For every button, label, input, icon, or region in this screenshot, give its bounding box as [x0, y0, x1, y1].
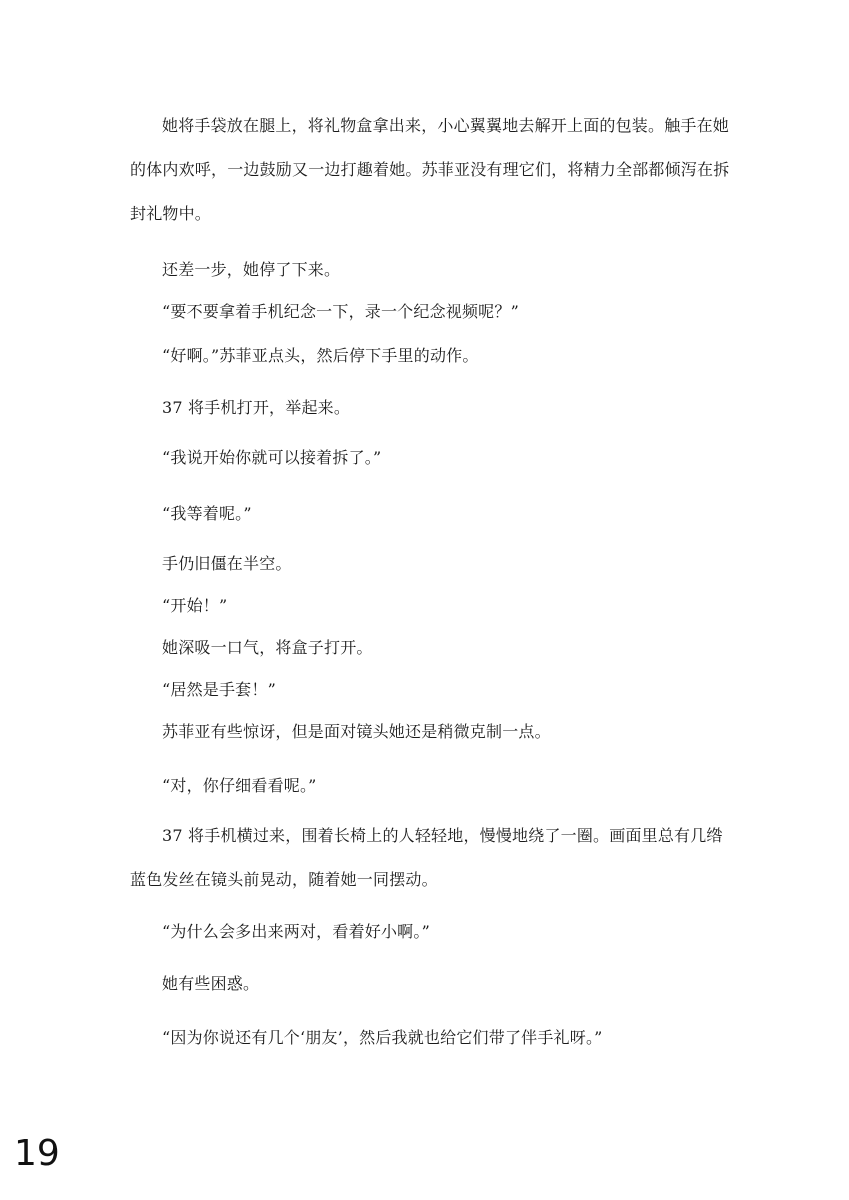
- paragraph-10: 她深吸一口气，将盒子打开。: [162, 638, 373, 657]
- paragraph-opening: 她将手袋放在腿上，将礼物盒拿出来，小心翼翼地去解开上面的包装。触手在她的体内欢呼，一边鼓励又一边打趣着她。苏菲亚没有理它们，将精力全部都倾泻在拆封礼物中。: [130, 116, 730, 223]
- paragraph-4: “好啊。”苏菲亚点头，然后停下手里的动作。: [162, 346, 479, 365]
- paragraph-3: “要不要拿着手机纪念一下，录一个纪念视频呢？”: [162, 302, 519, 321]
- paragraph-17: “因为你说还有几个‘朋友’，然后我就也给它们带了伴手礼呀。”: [162, 1028, 603, 1047]
- paragraph-14: 37 将手机横过来，围着长椅上的人轻轻地，慢慢地绕了一圈。画面里总有几绺蓝色发丝在镜头前晃动，随着她一同摆动。: [130, 826, 723, 889]
- paragraph-12: 苏菲亚有些惊讶，但是面对镜头她还是稍微克制一点。: [162, 722, 551, 741]
- paragraph-6: “我说开始你就可以接着拆了。”: [162, 448, 382, 467]
- paragraph-9: “开始！”: [162, 596, 228, 615]
- paragraph-8: 手仍旧僵在半空。: [162, 554, 292, 573]
- paragraph-7: “我等着呢。”: [162, 504, 252, 523]
- paragraph-2: 还差一步，她停了下来。: [162, 260, 341, 279]
- paragraph-13: “对，你仔细看看呢。”: [162, 776, 317, 795]
- paragraph-11: “居然是手套！”: [162, 680, 276, 699]
- paragraph-5: 37 将手机打开，举起来。: [162, 398, 351, 417]
- page-number: 19: [14, 1133, 60, 1174]
- paragraph-16: 她有些困惑。: [162, 974, 260, 993]
- paragraph-15: “为什么会多出来两对，看着好小啊。”: [162, 922, 430, 941]
